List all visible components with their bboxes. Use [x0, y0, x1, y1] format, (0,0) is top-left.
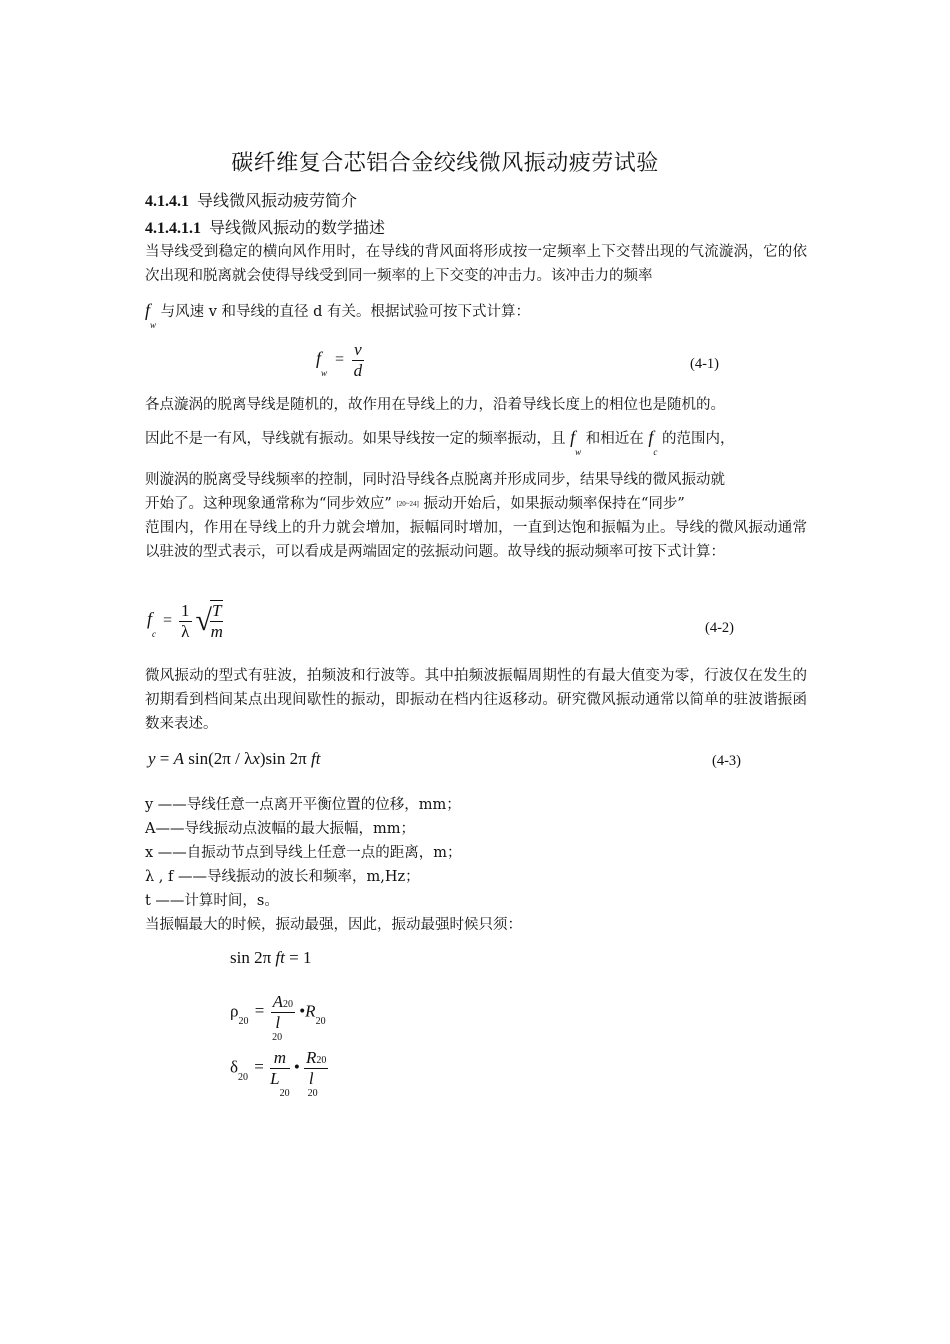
- definition-item: λ , f ——导线振动的波长和频率，m,Hz；: [145, 869, 420, 885]
- citation: [20~24]: [396, 500, 419, 508]
- paragraph-2-line-2: 因此不是一有风，导线就有振动。如果导线按一定的频率振动，且 $f_w$ 和相近在 $f_c$ 的范围内，: [145, 427, 735, 457]
- equation-4-3: y = A sin(2π / λx)sin 2π ft: [148, 749, 321, 768]
- equation-4-1: $f_w$ = $\frac{v}{d}$: [316, 340, 363, 380]
- paragraph-2-line-1: 各点漩涡的脱离导线是随机的，故作用在导线上的力，沿着导线长度上的相位也是随机的。: [145, 397, 725, 413]
- equation-number: (4-1): [690, 356, 719, 372]
- paragraph-text: 振动开始后，如果振动频率保持在“同步”: [423, 496, 685, 512]
- section-number: 4.1.4.1.1: [145, 220, 201, 237]
- math-symbol: f: [145, 300, 151, 320]
- section-text: 导线微风振动的数学描述: [209, 218, 386, 237]
- section-heading-2: [145, 215, 385, 238]
- paragraph-2-rest: 范围内，作用在导线上的升力就会增加，振幅同时增加，一直到达饱和振幅为止。导线的微风振动通常以驻波的型式表示，可以看成是两端固定的弦振动问题。故导线的振动频率可按下式计算：: [145, 520, 807, 560]
- equation-sin: sin 2π ft = 1: [230, 948, 312, 967]
- paragraph-1: 当导线受到稳定的横向风作用时，在导线的背风面将形成按一定频率上下交替出现的气流漩涡，它的依次出现和脱离就会使得导线受到同一频率的上下交变的冲击力。该冲击力的频率: [145, 244, 807, 284]
- math-subscript: w: [150, 320, 157, 330]
- paragraph-text: 开始了。这种现象通常称为“同步效应”: [145, 496, 392, 512]
- section-text: 导线微风振动疲劳简介: [197, 191, 358, 210]
- equation-number: (4-2): [705, 620, 734, 636]
- definition-item: y ——导线任意一点离开平衡位置的位移，mm；: [145, 797, 461, 813]
- paragraph-text: 因此不是一有风，导线就有振动。如果导线按一定的频率振动，且: [145, 431, 566, 447]
- paragraph-2-line-3: 则漩涡的脱离受导线频率的控制，同时沿导线各点脱离并形成同步，结果导线的微风振动就: [145, 472, 725, 488]
- section-number: 4.1.4.1: [145, 193, 189, 210]
- paragraph-1-cont: [145, 300, 531, 330]
- paragraph-2-line-4: [145, 492, 685, 513]
- paragraph-text: 与风速 v 和导线的直径 d 有关。根据试验可按下式计算：: [160, 304, 531, 320]
- page-title: 碳纤维复合芯铝合金绞线微风振动疲劳试验: [231, 151, 659, 176]
- equation-rho: $\rho_{20}$ = $\frac{A20}{l_{20}}$ $•R_{20}$: [230, 992, 326, 1043]
- paragraph-4: 当振幅最大的时候，振动最强，因此，振动最强时候只须：: [145, 917, 522, 933]
- paragraph-text: 和相近在: [585, 431, 644, 447]
- section-heading-1: [145, 188, 357, 211]
- definition-item: x ——自振动节点到导线上任意一点的距离，m；: [145, 845, 462, 861]
- paragraph-text: 的范围内，: [661, 431, 735, 447]
- equation-delta: $\delta_{20}$ = $\frac{m}{L_{20}}$ • $\frac{R20}{l_{20}}$: [230, 1048, 327, 1099]
- definition-item: A——导线振动点波幅的最大振幅，mm；: [145, 821, 415, 837]
- equation-number: (4-3): [712, 753, 741, 769]
- equation-4-2: $f_c$ = $\frac{1}{\lambda}$ √ $\frac{T}{m}$: [147, 600, 223, 641]
- definition-item: t ——计算时间，s。: [145, 893, 279, 909]
- paragraph-3: 微风振动的型式有驻波，拍频波和行波等。其中拍频波振幅周期性的有最大值变为零，行波仅在发生的初期看到档间某点出现间歇性的振动，即振动在档内往返移动。研究微风振动通常以简单的驻波谐振函数来表述。: [145, 668, 807, 732]
